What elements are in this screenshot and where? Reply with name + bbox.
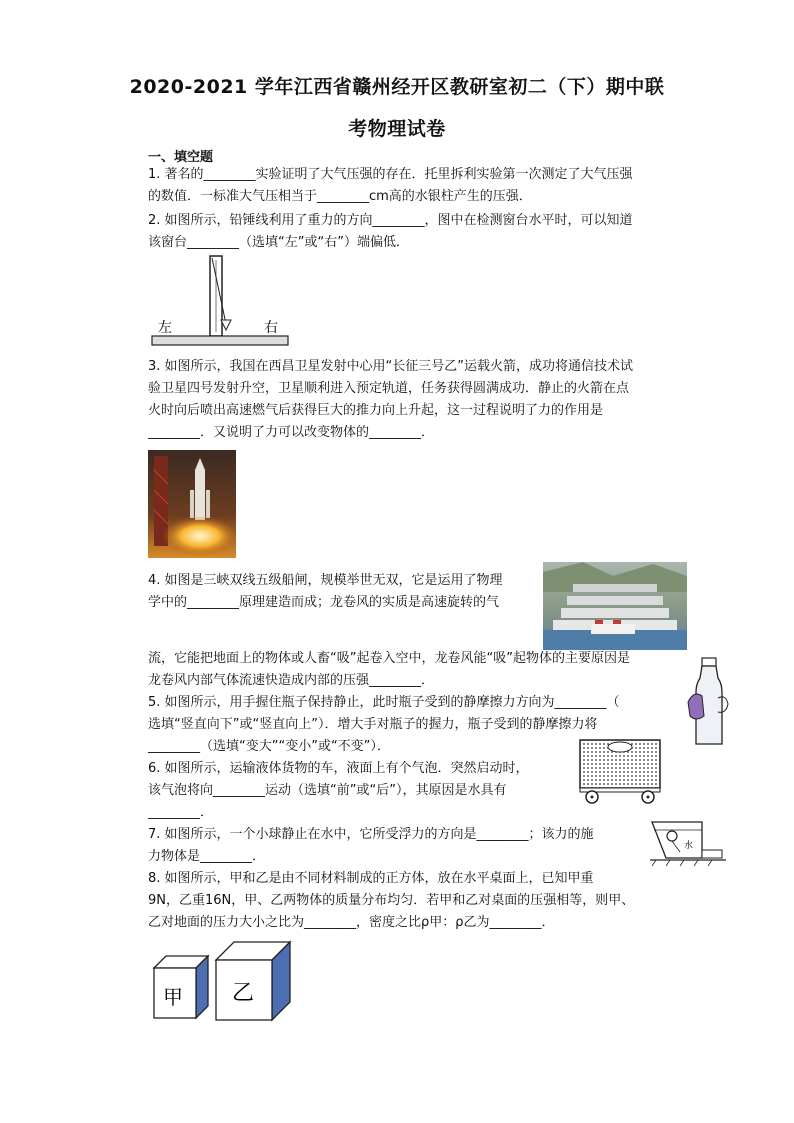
q4-line-2: 学中的________原理建造而成；龙卷风的实质是高速旋转的气 [148, 595, 500, 610]
liquid-cart-figure [578, 738, 662, 804]
q3-line-3: 火时向后喷出高速燃气后获得巨大的推力向上升起，这一过程说明了力的作用是 [148, 403, 604, 418]
q7-line-2: 力物体是________． [148, 849, 266, 864]
q2-line-2: 该窗台________（选填“左”或“右”）端偏低． [148, 235, 409, 250]
q8-line-1: 8. 如图所示，甲和乙是由不同材料制成的正方体，放在水平桌面上，已知甲重 [148, 871, 594, 886]
q6-line-3: ________． [148, 805, 214, 820]
q1-line-2: 的数值．一标准大气压相当于________cm高的水银柱产生的压强． [148, 189, 532, 204]
rocket-launch-photo [148, 450, 236, 558]
q5-line-1: 5. 如图所示，用手握住瓶子保持静止，此时瓶子受到的静摩擦力方向为________（ [148, 695, 620, 710]
q3-line-1: 3. 如图所示，我国在西昌卫星发射中心用“长征三号乙”运载火箭，成功将通信技术试 [148, 359, 634, 374]
cube-label-jia: 甲 [163, 985, 183, 1009]
q8-line-3: 乙对地面的压力大小之比为________，密度之比ρ甲：ρ乙为________． [148, 915, 555, 930]
q1-line-1: 1. 著名的________实验证明了大气压强的存在．托里拆利实验第一次测定了大气压强 [148, 167, 633, 182]
q6-line-2: 该气泡将向________运动（选填“前”或“后”），其原因是水具有 [148, 783, 507, 798]
ball-in-water-figure [650, 820, 726, 868]
three-gorges-locks-photo [543, 562, 687, 650]
q7-line-1: 7. 如图所示，一个小球静止在水中，它所受浮力的方向是________；该力的施 [148, 827, 594, 842]
q5-line-3: ________（选填“变大”“变小”或“不变”）． [148, 739, 390, 754]
cube-label-yi: 乙 [232, 981, 255, 1006]
q4-line-4: 龙卷风内部气体流速快造成内部的压强________． [148, 673, 435, 688]
fig-label-water: 水 [684, 841, 694, 851]
plumb-line-figure [150, 254, 292, 350]
section-heading: 一、填空题 [148, 150, 214, 165]
q5-line-2: 选填“竖直向下”或“竖直向上”）．增大手对瓶子的握力，瓶子受到的静摩擦力将 [148, 717, 598, 732]
page-title-line-1: 2020-2021 学年江西省赣州经开区教研室初二（下）期中联 [129, 76, 665, 98]
fig-label-right: 右 [264, 320, 278, 336]
fig-label-left: 左 [158, 320, 172, 336]
q4-line-1: 4. 如图是三峡双线五级船闸，规模举世无双，它是运用了物理 [148, 573, 503, 588]
q2-line-1: 2. 如图所示，铅锤线利用了重力的方向________，图中在检测窗台水平时，可以知道 [148, 213, 633, 228]
page-title-line-2: 考物理试卷 [348, 118, 446, 140]
q8-line-2: 9N，乙重16N，甲、乙两物体的质量分布均匀．若甲和乙对桌面的压强相等，则甲、 [148, 893, 635, 908]
cubes-figure [150, 940, 294, 1022]
q3-line-2: 验卫星四号发射升空，卫星顺利进入预定轨道，任务获得圆满成功．静止的火箭在点 [148, 381, 630, 396]
q6-line-1: 6. 如图所示，运输液体货物的车，液面上有个气泡．突然启动时， [148, 761, 529, 776]
bottle-hand-figure [684, 656, 732, 748]
q4-line-3: 流，它能把地面上的物体或人畜“吸”起卷入空中，龙卷风能“吸”起物体的主要原因是 [148, 651, 630, 666]
q3-line-4: ________．又说明了力可以改变物体的________． [148, 425, 435, 440]
